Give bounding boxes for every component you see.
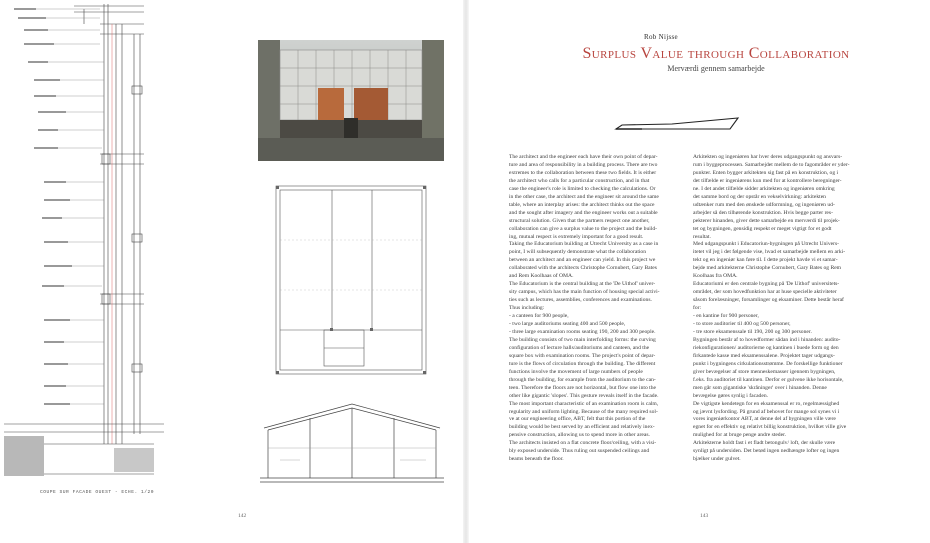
text-line: ture and area of responsibility in a building process. There are two: [509, 161, 658, 168]
text-line: mulighed for at bruge penge andre steder.: [693, 432, 787, 439]
danish-text-column: [693, 154, 863, 464]
text-line: - three large examination rooms seating 190, 200 and 300 people.: [509, 328, 656, 335]
text-line: The architect and the engineer each have their own point of depar-: [509, 154, 658, 160]
text-line: pensive construction, allowing us to spend more in other areas.: [509, 432, 650, 439]
text-line: giver bevægelser af store menneskemasser igennem bygningen,: [693, 368, 836, 375]
text-line: Educatoriumi er den centrale bygning på 'De Uithof' universitets-: [693, 281, 840, 288]
text-line: - a canteen for 900 people,: [509, 313, 569, 320]
text-line: ing, mutual respect is extremely important for a good result.: [509, 233, 644, 240]
text-line: såsom forelæsninger, forsamlinger og eksaminer. Dette består heraf: [693, 297, 844, 304]
text-line: punkt i bygningens cirkulationsstrømme. De forskellige funktioner: [693, 360, 843, 367]
text-line: The architects insisted on a flat concrete floor/ceiling, with a visi-: [509, 440, 657, 447]
text-line: f.eks. fra auditoriet til kantinen. Derfor er gulvene ikke horisontale,: [693, 376, 844, 383]
text-line: ve at our engineering office, ABT, felt that this portion of the: [509, 416, 646, 423]
page-gutter: [463, 0, 469, 543]
text-line: bly exposed underside. Thus ruling out suspended ceilings and: [509, 448, 650, 455]
text-line: ne. I det andet tilfælde sidder arkitekten og ingeniøren omkring: [693, 185, 835, 192]
text-line: collaborated with the architects Christophe Cornubert, Gary Bates: [509, 265, 657, 272]
text-line: for:: [693, 305, 702, 312]
text-line: Taking the Educatorium building at Utrecht University as a case in: [509, 241, 659, 248]
text-line: - tre store eksamenssale til 190, 200 og 300 personer.: [693, 328, 812, 335]
text-line: structural solution. Given that the partners respect one another,: [509, 217, 650, 224]
cross-section-drawing: [260, 398, 444, 490]
text-line: Thus including:: [509, 305, 545, 312]
text-line: bevægelse gøres synlig i facaden.: [693, 392, 769, 399]
text-line: Med udgangspunkt i Educatoriun-bygningen på Utrecht Univers-: [693, 241, 840, 248]
text-line: The Educatorium is the central building at the 'De Uithof' univer-: [509, 281, 656, 288]
text-line: point, I will subsequently demonstrate what the collaboration: [509, 249, 647, 256]
text-line: case the engineer's role is limited to checking the calculations. Or: [509, 185, 656, 192]
author-name: Rob Nijsse: [644, 33, 678, 41]
text-line: itetet vil jeg i det følgende vise, hvad et samarbejde mellem en arki-: [693, 249, 846, 256]
text-line: bejde med arkitekterne Christophe Cornubert, Gary Bates og Rem: [693, 265, 842, 272]
text-line: in the other case, the architect and the engineer sit around the same: [509, 193, 659, 200]
building-profile-sketch: [612, 114, 742, 134]
text-line: - en kantine for 900 personer,: [693, 313, 759, 320]
article-title: Surplus Value through Collaboration: [582, 45, 850, 62]
text-line: ties such as lectures, assemblies, conferences and examinations.: [509, 297, 652, 304]
text-line: det tilfælde er ingeniørens kun med for at kontrollere beregninger-: [693, 177, 842, 184]
text-line: other like gigantic 'slopes'. This gesture reveals itself in the facade.: [509, 392, 659, 399]
text-line: punkter. Enten bygger arkitekten sig fast på en konstruktion, og i: [693, 169, 839, 176]
text-line: the architect who calls for a particular construction, and in that: [509, 177, 650, 184]
text-line: rum i byggeprocessen. Samarbejdet mellem de to fagområder er yder-: [693, 161, 850, 168]
text-line: egnet for en effektiv og relativt billig konstruktion, hvilket ville give: [693, 424, 847, 431]
text-line: tekt og en ingeniør kan føre til. I dette projekt havde vi et samar-: [693, 257, 838, 264]
text-line: Koolhaas fra OMA.: [693, 273, 738, 280]
text-line: riekonfigurationen/ auditorierne og kantinen i buede form og den: [693, 344, 839, 351]
text-line: collaboration can give a surplus value to the project and the build-: [509, 225, 658, 232]
text-line: synligt på undersiden. Det betød ingen nedhængte lofter og ingen: [693, 448, 840, 455]
text-line: regularity and uniform lighting. Because of the many required sol-: [509, 408, 658, 415]
text-line: building would be best served by an efficient and relatively inex-: [509, 424, 655, 431]
text-line: table, where an interplay arises: the architect thinks out the space: [509, 201, 655, 208]
english-text-column: [509, 154, 679, 464]
building-photo: [258, 40, 444, 161]
article-subtitle: Merværdi gennem samarbejde: [667, 64, 765, 73]
text-line: tet og bygningen, gensidig respekt er meget vigtigt for et godt: [693, 225, 832, 232]
text-line: resultat.: [693, 233, 711, 240]
text-line: configuration of lecture halls/auditoriums and canteen, and the: [509, 344, 650, 351]
drawing-caption: COUPE SUR FACADE OUEST - ECHE. 1/20: [40, 490, 154, 495]
text-line: extremes to the collaboration between these two fields. It is either: [509, 169, 657, 176]
text-line: udtænker rum med den ønskede udformning, og ingeniøren ud-: [693, 201, 835, 208]
text-line: sity campus, which has the main function of housing special activi-: [509, 289, 660, 296]
text-line: and Rem Koolhaas of OMA.: [509, 273, 574, 280]
right-page-number: 143: [700, 513, 709, 519]
text-line: det samme bord og der opstår en vekselvirkning: arkitekten: [693, 193, 826, 200]
left-page-number: 142: [238, 513, 247, 519]
text-line: - two large auditoriums seating 400 and 500 people,: [509, 321, 626, 328]
text-line: - to store auditorier til 400 og 500 personer,: [693, 321, 791, 328]
text-line: through the building, for example from the auditorium to the can-: [509, 376, 656, 383]
text-line: The building consists of two main interfolding forms: the curving: [509, 336, 656, 343]
text-line: The most important characteristic of an examination room is calm,: [509, 400, 659, 407]
text-line: ture is the flows of circulation through the building. The different: [509, 360, 656, 367]
text-line: men går som gigantiske 'skråninger' over i hinanden. Denne: [693, 384, 827, 391]
text-line: between an architect and an engineer can yield. In this project we: [509, 257, 656, 264]
text-line: beams beneath the floor.: [509, 456, 564, 463]
text-line: De vigtigste kendetegn for en eksamenssal er ro, regelmæssighed: [693, 400, 840, 407]
text-line: vores ingeniørkontor ABT, at denne del af bygningen ville være: [693, 416, 836, 423]
text-line: Arkitekten og ingeniøren har hver deres udgangspunkt og ansvars-: [693, 154, 843, 160]
wall-section-drawing: [4, 4, 164, 494]
text-line: bjælker under gulvet.: [693, 456, 741, 463]
text-line: square box with examination rooms. The project's point of depar-: [509, 352, 656, 359]
text-line: Bygningen består af to hovedformer sådan ind i hinanden: audito-: [693, 336, 841, 343]
text-line: området, der som hovedfunktion har at huse specielle aktiviteter: [693, 289, 837, 296]
text-line: teen. Therefore the floors are not horizontal, but flow one into the: [509, 384, 656, 391]
text-line: Arkitekterne holdt fast i et fladt betongulv/ loft, der skulle være: [693, 440, 836, 447]
text-line: functions involve the movement of large numbers of people: [509, 368, 643, 375]
floor-plan-drawing: [262, 180, 438, 380]
text-line: pekterer hinanden, giver dette samarbejde en merværdi til projek-: [693, 217, 840, 224]
text-line: firkantede kasse med eksamenssalene. Projektet tager udgangs-: [693, 352, 835, 359]
text-line: og jævnt lysfording. På grund af behovet for mange sol synes vi i: [693, 408, 840, 415]
text-line: and the sought after imagery and the engineer works out a suitable: [509, 209, 658, 216]
text-line: arbejder så den tilhørende konstruktion. Hvis begge parter res-: [693, 209, 833, 216]
